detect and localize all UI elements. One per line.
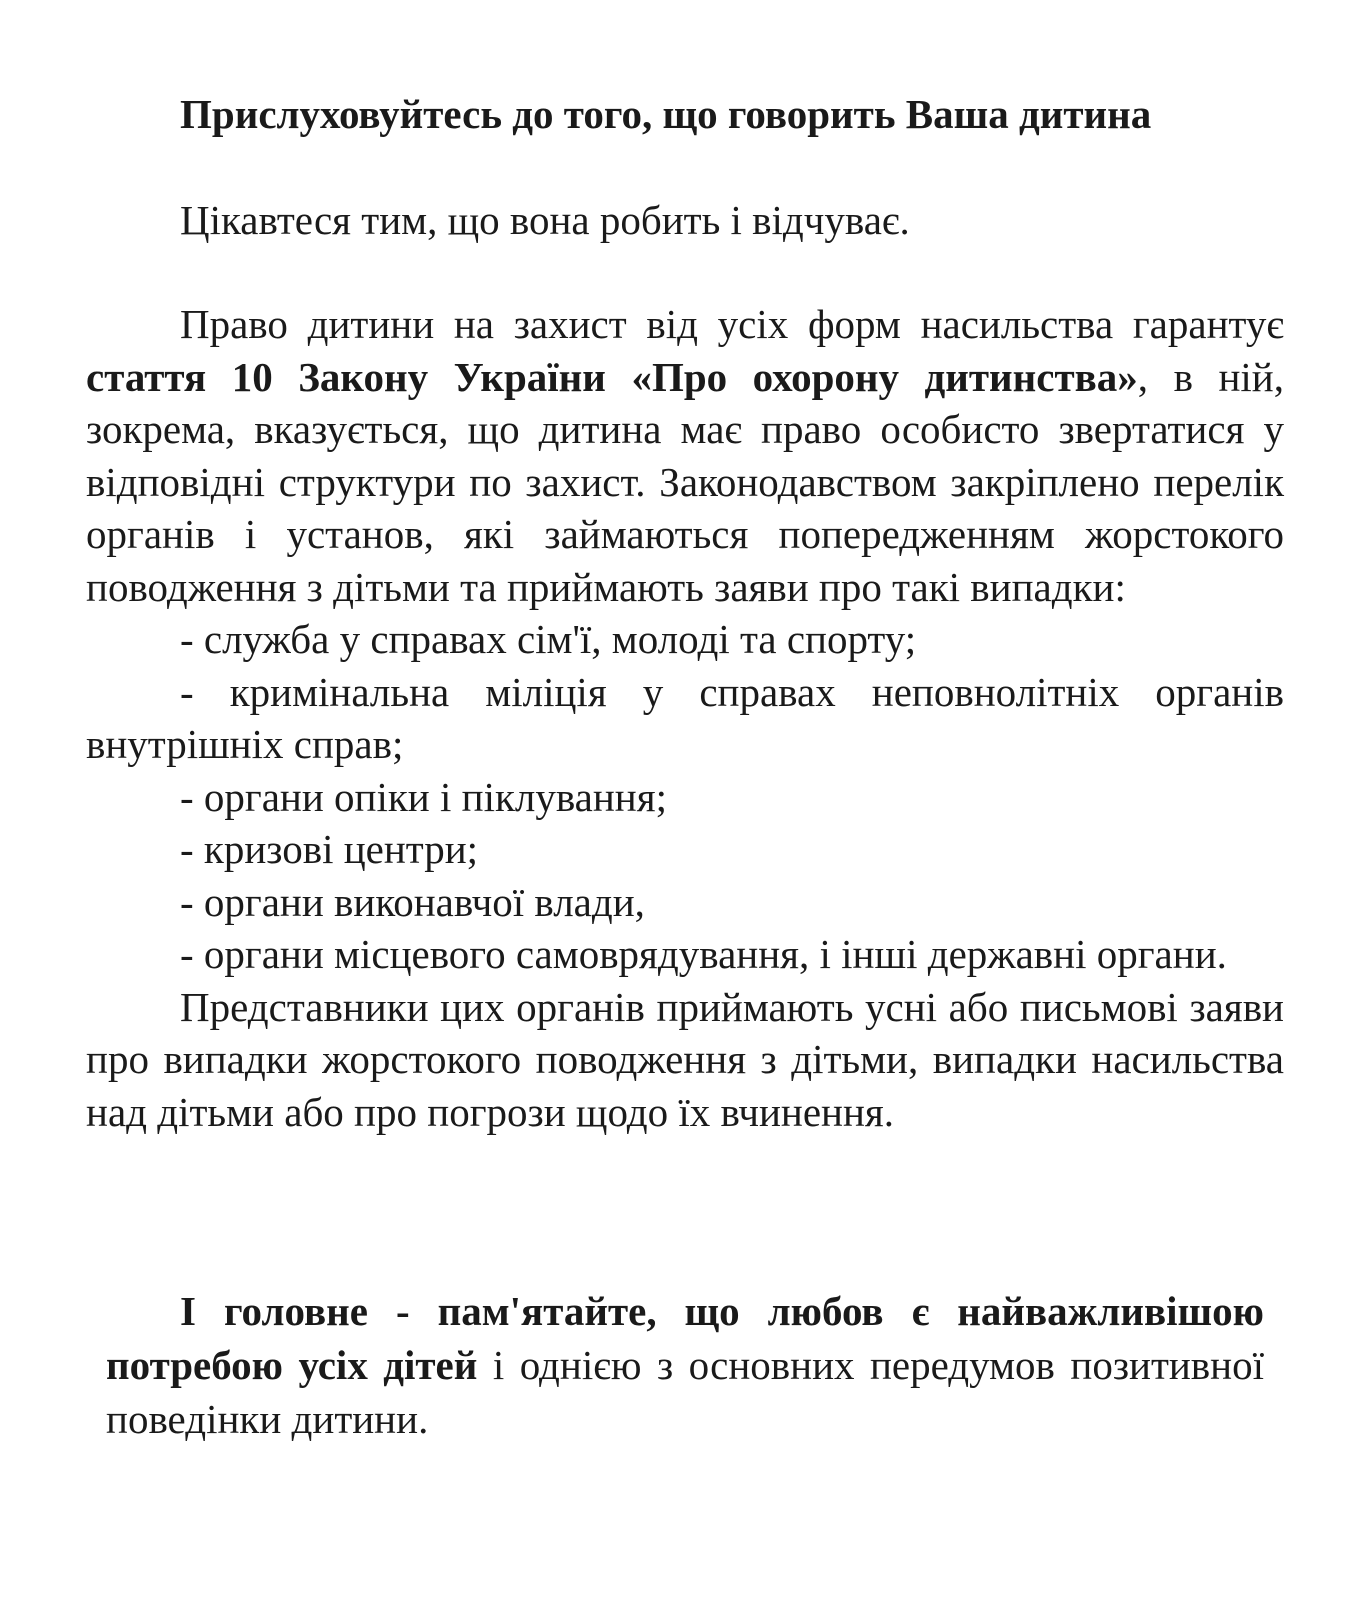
representatives-paragraph: Представники цих органів приймають усні або письмові заяви про випадки жорстокого поводження з дітьми, випадки насильства над дітьми або про погрози щодо їх вчинення.: [86, 983, 1284, 1135]
list-item: - кримінальна міліція у справах неповнолітніх органів внутрішніх справ;: [86, 668, 1284, 767]
main-text-block: [86, 298, 1284, 1138]
authorities-list: [86, 613, 1284, 981]
list-item: - органи опіки і піклування;: [180, 773, 667, 820]
law-paragraph: [86, 298, 1284, 613]
list-item: - органи виконавчої влади,: [180, 878, 645, 925]
closing-rest: і однією з основних передумов позитивної поведінки дитини.: [106, 1342, 1265, 1442]
list-item: - служба у справах сім'ї, молоді та спорту;: [180, 616, 917, 662]
law-paragraph-rest: , в ній, зокрема, вказується, що дитина має право особисто звертатися у відповідні структури по захист. Законодавством закріплено перелік органів і установ, які займаються попередженням жорстокого поводження з дітьми та приймають заяви про такі випадки:: [86, 353, 1284, 610]
closing-emphasis: І головне - пам'ятайте, що любов є найважливішою потребою усіх дітей: [106, 1288, 1264, 1388]
closing-paragraph: [106, 1284, 1264, 1446]
document-title: Прислуховуйтесь до того, що говорить Ваша дитина: [180, 91, 1152, 137]
list-item: - кризові центри;: [180, 826, 479, 872]
law-reference: стаття 10 Закону України «Про охорону дитинства»: [86, 353, 1138, 400]
list-item: - органи місцевого самоврядування, і інші державні органи.: [180, 931, 1227, 977]
intro-line: Цікавтеся тим, що вона робить і відчуває.: [180, 197, 910, 243]
law-paragraph-lead: Право дитини на захист від усіх форм насильства гарантує: [180, 301, 1284, 347]
